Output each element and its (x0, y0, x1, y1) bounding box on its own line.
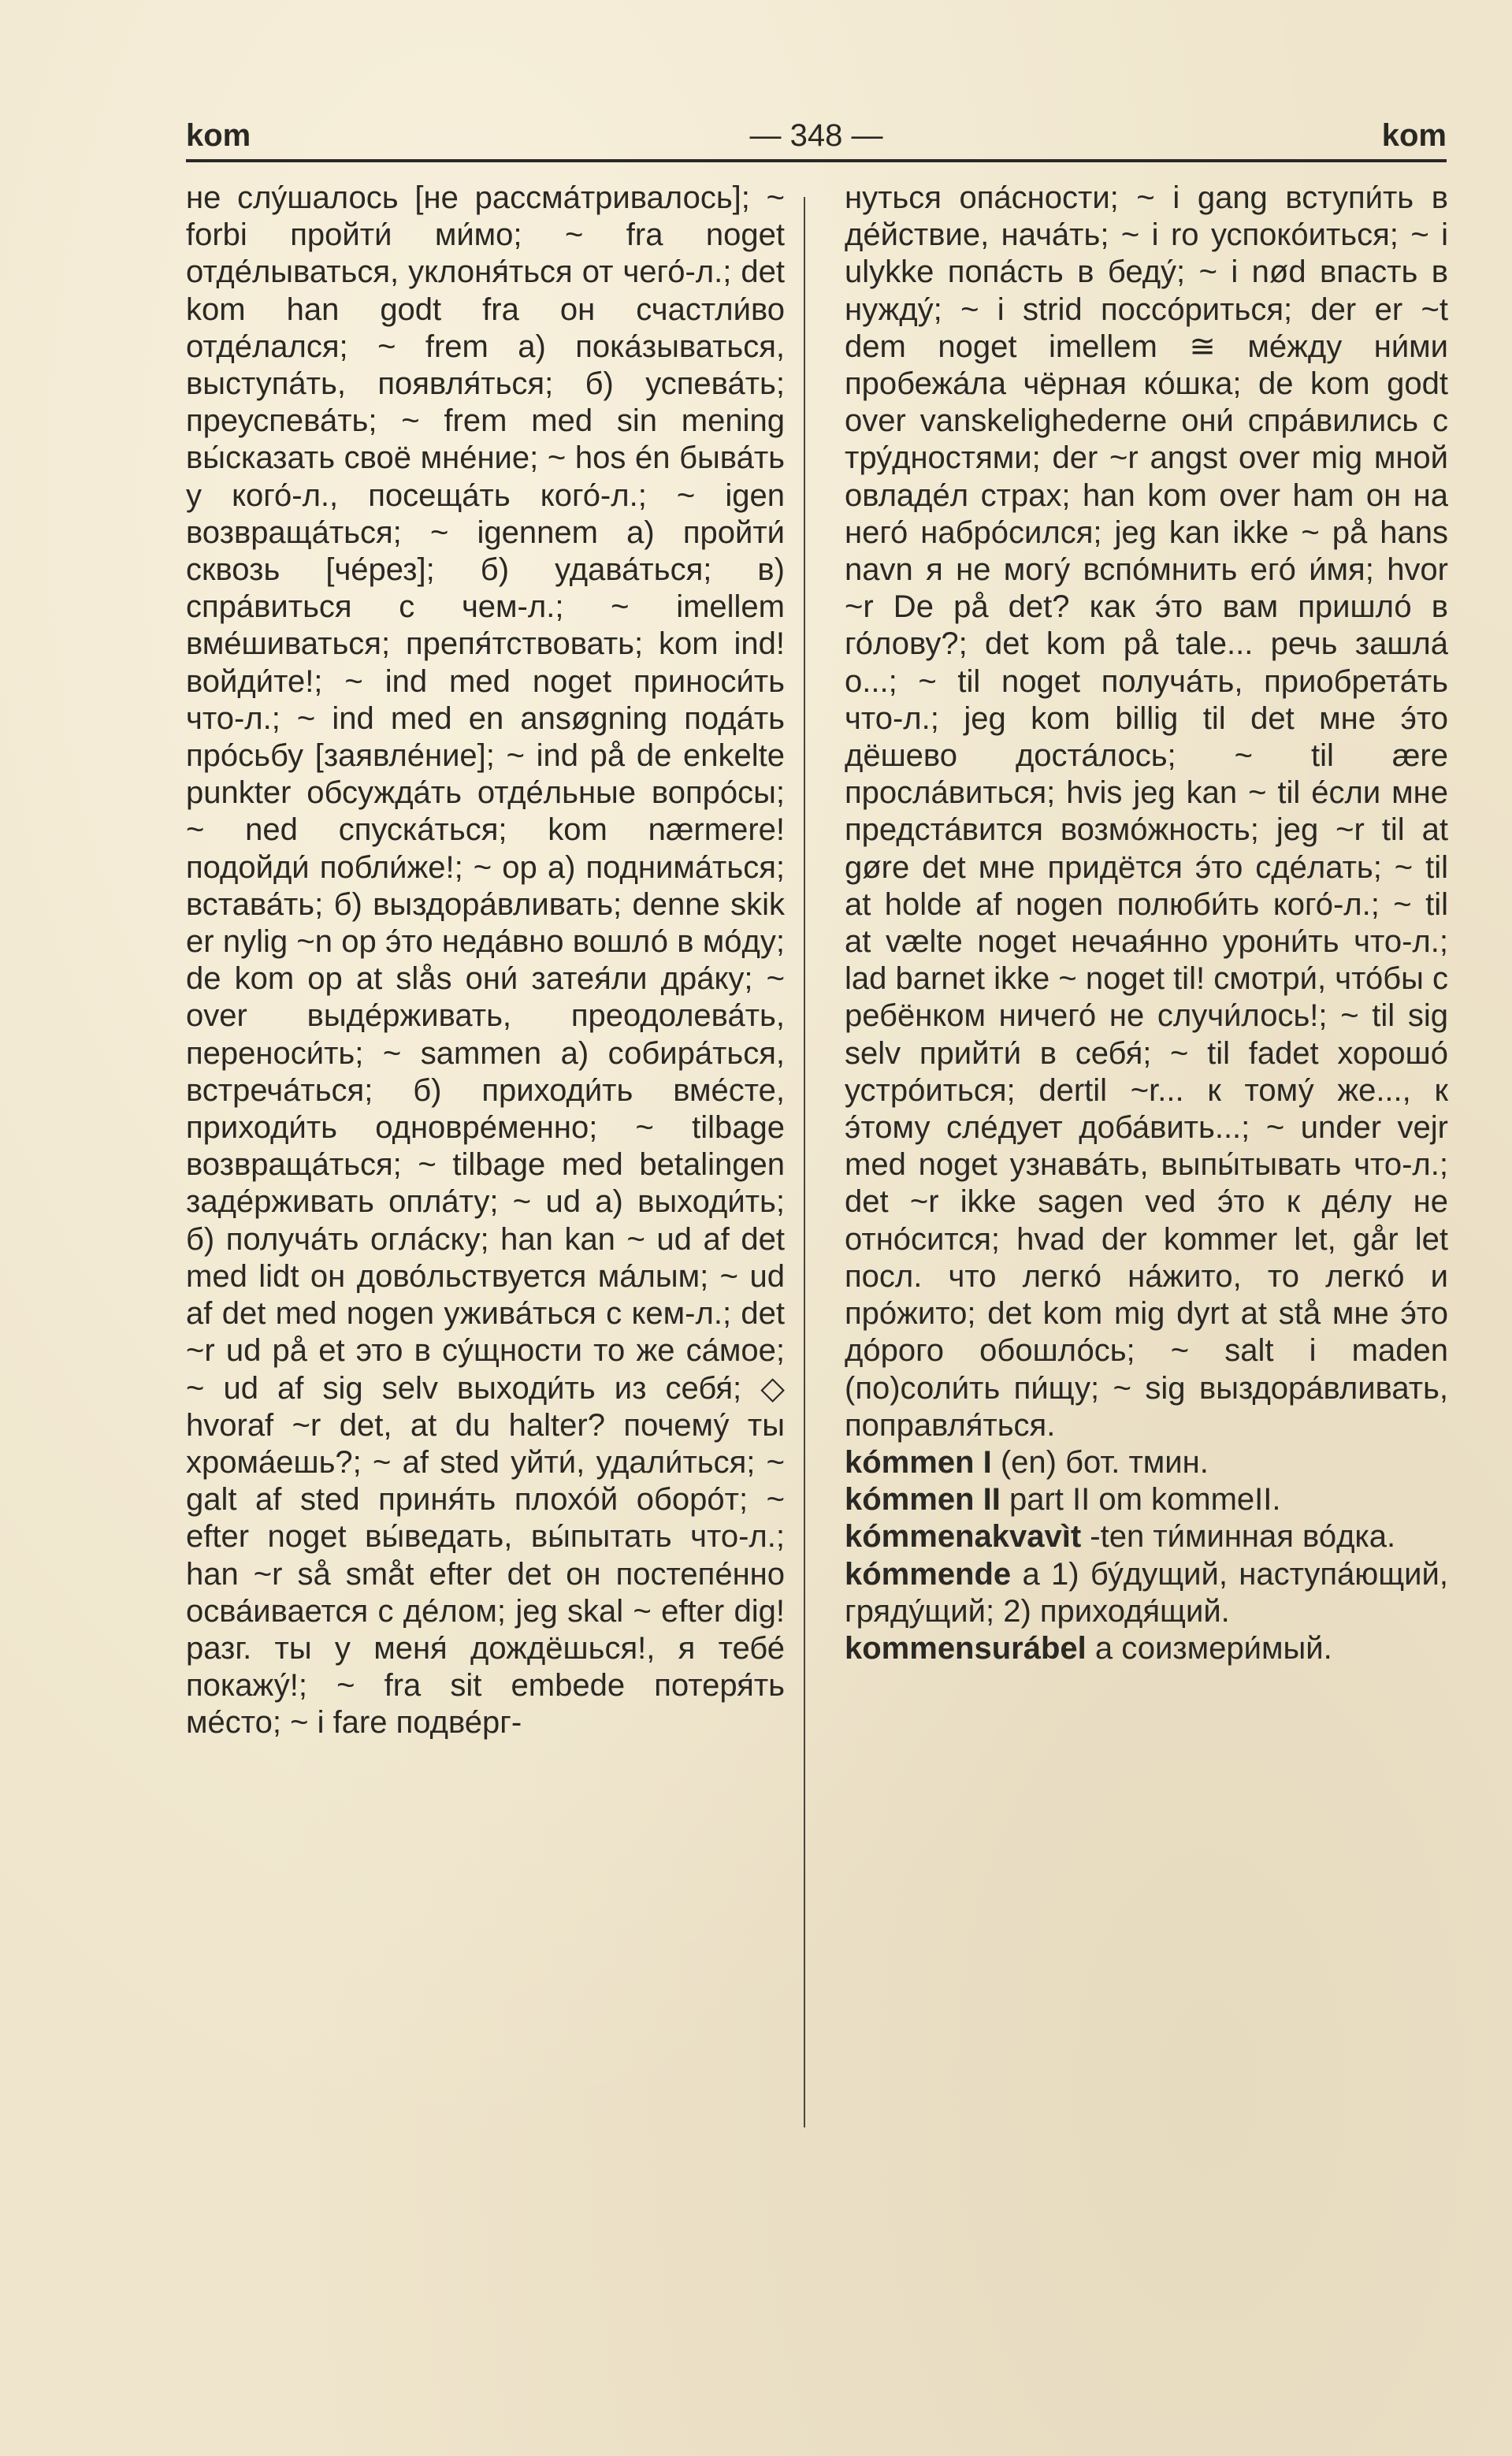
dictionary-entry (845, 1444, 1448, 1481)
header-rule (186, 159, 1447, 162)
dictionary-entry (845, 1481, 1448, 1518)
right-column-runon-text: нуться опа́сности; ~ i gang вступи́ть в де́йствие, нача́ть; ~ i ro успоко́иться; ~ i ulykke попа́сть в беду́; ~ i nød впасть в нужду́; ~ i strid поссо́риться; der er ~t dem noget imellem ≅ ме́жду ни́ми пробежа́ла чёрная ко́шка; de kom godt over vanskelighederne они́ спра́вились с тру́дностями; der ~r angst over mig мной овладе́л страх; han kom over ham он на него́ набро́сился; jeg kan ikke ~ på hans navn я не могу́ вспо́мнить его́ и́мя; hvor ~r De på det? как э́то вам пришло́ в го́лову?; det kom på tale... речь зашла́ о...; ~ til noget получа́ть, приобрета́ть что-л.; jeg kom billig til det мне э́то дёшево доста́лось; ~ til ære просла́виться; hvis jeg kan ~ til е́сли мне предста́вится возмо́жность; jeg ~r til at gøre det мне придётся э́то сде́лать; ~ til at holde af nogen полюби́ть кого́-л.; ~ til at vælte noget нечая́нно урони́ть что-л.; lad barnet ikke ~ noget til! смотри́, что́бы с ребёнком ничего́ не случи́лось!; ~ til sig selv прийти́ в себя́; ~ til fadet хорошо́ устро́иться; dertil ~r... к тому́ же..., к э́тому сле́дует доба́вить...; ~ under vejr med noget узнава́ть, выпы́тывать что-л.; det ~r ikke sagen ved э́то к де́лу не отно́сится; hvad der kommer let, går let посл. что легко́ на́жито, то легко́ и про́жито; det kom mig dyrt at stå мне э́то до́рого обошло́сь; ~ salt i maden (по)соли́ть пи́щу; ~ sig выздора́вливать, поправля́ться. (845, 180, 1448, 1443)
header-left-word: kom (186, 118, 251, 153)
entry-headword: kómmen II (845, 1482, 1001, 1518)
entry-headword: kómmenakvavìt (845, 1519, 1082, 1555)
entry-definition: (en) бот. тмин. (1000, 1444, 1209, 1480)
dictionary-entry (845, 1556, 1448, 1630)
entry-headword: kommensurábel (845, 1630, 1087, 1666)
entry-definition: part II om kommeII. (1009, 1482, 1281, 1518)
entry-definition: a 1) бу́дущий, наступа́ющий, гряду́щий; 2) приходя́щий. (845, 1556, 1448, 1629)
entry-definition: a соизмери́мый. (1094, 1630, 1332, 1666)
entry-headword: kómmen I (845, 1444, 992, 1480)
header-right-word: kom (1381, 118, 1447, 153)
column-divider (804, 197, 805, 2127)
page-header (186, 118, 1447, 158)
dictionary-entry (845, 1630, 1448, 1667)
entry-definition: -ten ти́минная во́дка. (1090, 1519, 1396, 1555)
left-column (186, 180, 785, 1742)
dictionary-entry (845, 1518, 1448, 1555)
left-column-text: не слу́шалось [не рассма́тривалось]; ~ forbi пройти́ ми́мо; ~ fra noget отде́лываться, уклоня́ться от чего́-л.; det kom han godt fra он счастли́во отде́лался; ~ frem а) пока́зываться, выступа́ть, появля́ться; б) успева́ть; преуспева́ть; ~ frem med sin mening вы́сказать своё мне́ние; ~ hos én быва́ть у кого́-л., посеща́ть кого́-л.; ~ igen возвраща́ться; ~ igennem а) пройти́ сквозь [че́рез]; б) удава́ться; в) спра́виться с чем-л.; ~ imellem вме́шиваться; препя́тствовать; kom ind! войди́те!; ~ ind med noget приноси́ть что-л.; ~ ind med en ansøgning пода́ть про́сьбу [заявле́ние]; ~ ind på de enkelte punkter обсужда́ть отде́льные вопро́сы; ~ ned спуска́ться; kom nærmere! подойди́ побли́же!; ~ op а) поднима́ться; встава́ть; б) выздора́вливать; denne skik er nylig ~n op э́то неда́вно вошло́ в мо́ду; de kom op at slås они́ затея́ли дра́ку; ~ over выде́рживать, преодолева́ть, переноси́ть; ~ sammen а) собира́ться, встреча́ться; б) приходи́ть вме́сте, приходи́ть одновре́менно; ~ tilbage возвраща́ться; ~ tilbage med betalingen заде́рживать опла́ту; ~ ud а) выходи́ть; б) получа́ть огла́ску; han kan ~ ud af det med lidt он дово́льствуется ма́лым; ~ ud af det med nogen ужива́ться с кем-л.; det ~r ud på et это в су́щности то же са́мое; ~ ud af sig selv выходи́ть из себя́; ◇ hvoraf ~r det, at du halter? почему́ ты хрома́ешь?; ~ af sted уйти́, удали́ться; ~ galt af sted приня́ть плохо́й оборо́т; ~ efter noget вы́ведать, вы́пытать что-л.; han ~r så småt efter det он постепе́нно осва́ивается с де́лом; jeg skal ~ efter dig! разг. ты у меня́ дождёшься!, я тебе́ покажу́!; ~ fra sit embede потеря́ть ме́сто; ~ i fare подве́рг- (186, 180, 785, 1741)
right-column (845, 180, 1448, 1667)
entry-headword: kómmende (845, 1556, 1012, 1592)
page-number: — 348 — (749, 118, 883, 153)
